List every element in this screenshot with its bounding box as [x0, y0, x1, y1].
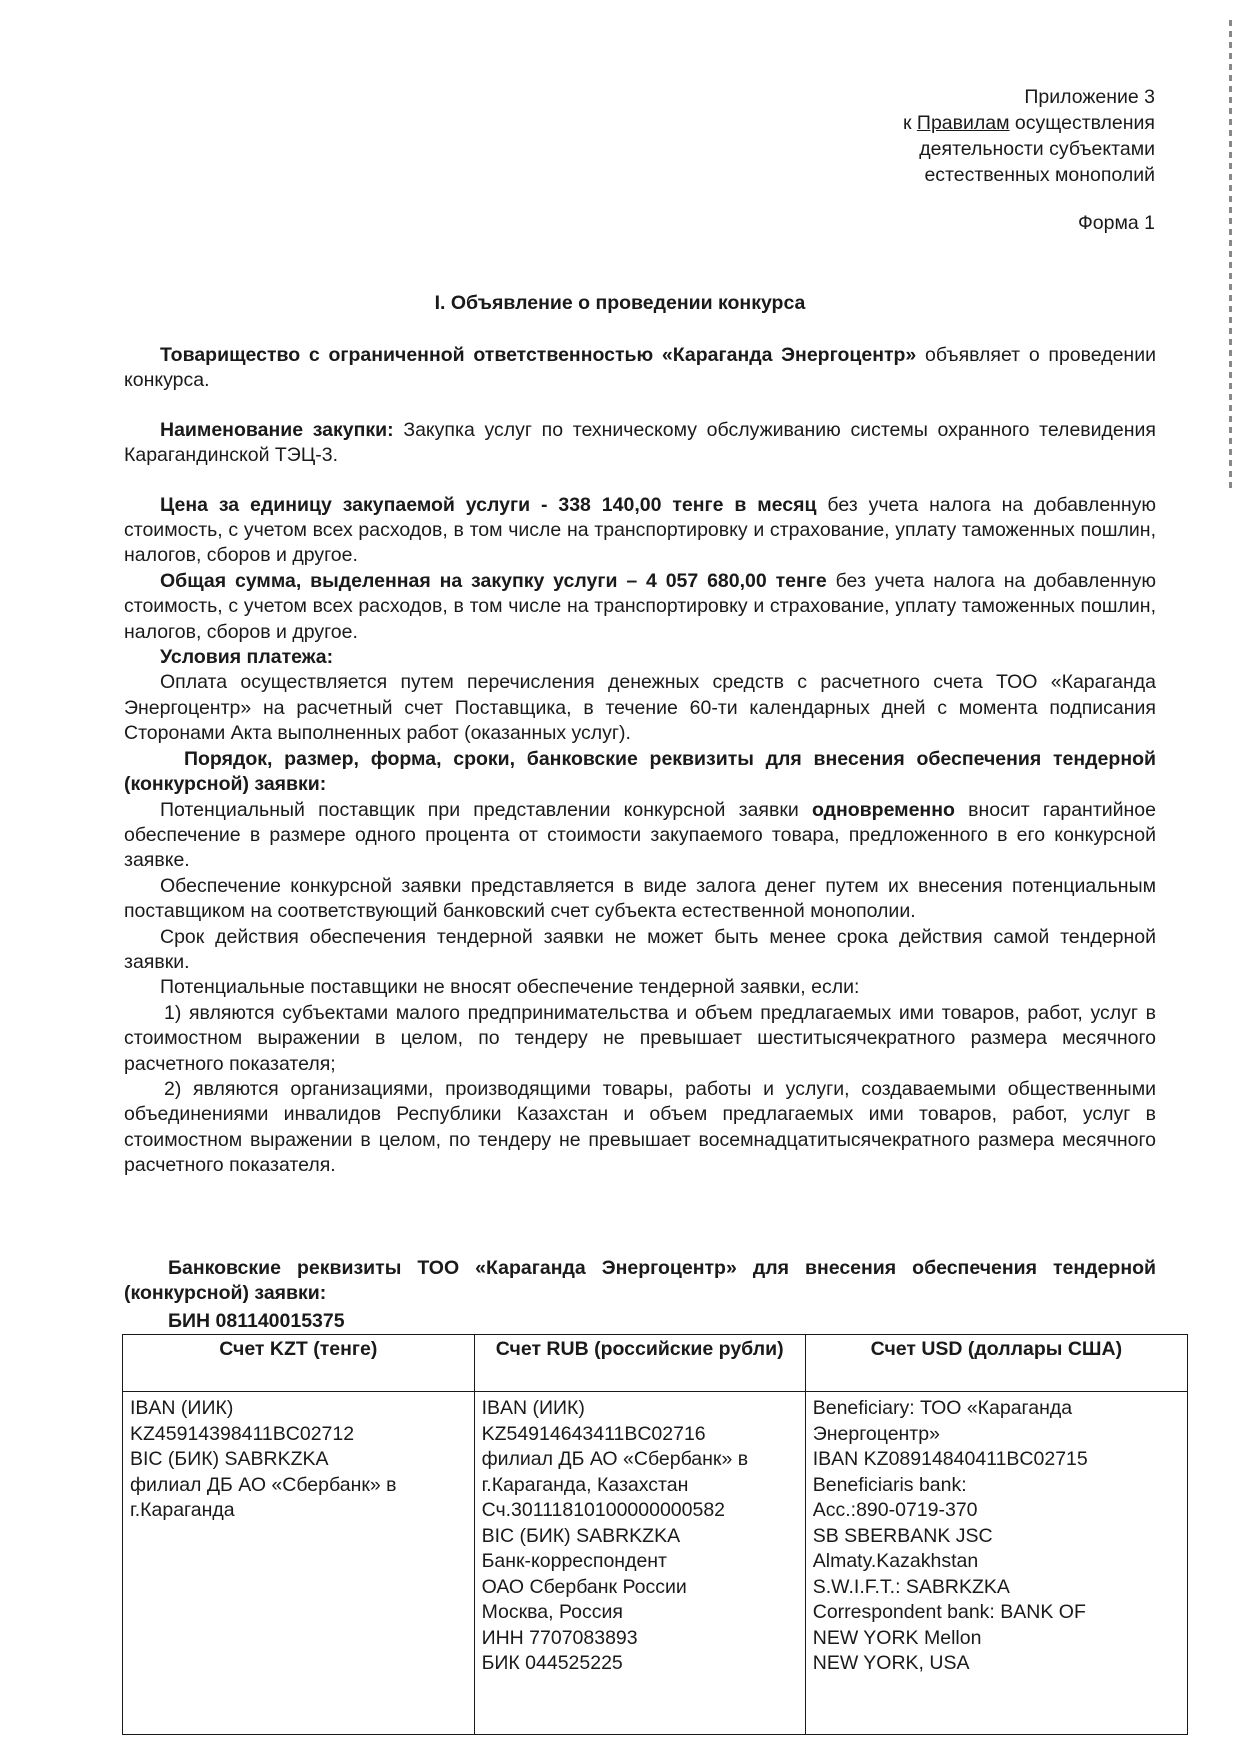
column-header-rub: Счет RUB (российские рубли) — [474, 1335, 805, 1392]
account-detail-line: KZ54914643411BC02716 — [481, 1422, 706, 1445]
security-paragraph-2: Обеспечение конкурсной заявки представляется в виде залога денег путем их внесения потенциальным поставщиком на соответствующий банковский счет субъекта естественной монополии. — [124, 874, 1156, 923]
account-detail-line: NEW YORK Mellon — [812, 1626, 982, 1649]
exemption-item-1: 1) являются субъектами малого предпринимательства и объем предлагаемых ими товаров, работ, услуг в стоимостном выражении в целом, по тендеру не превышает шеститысячекратного размера месячного расчетного показателя; — [124, 1001, 1156, 1075]
company-name: Товарищество с ограниченной ответственностью «Караганда Энергоцентр» — [160, 344, 917, 366]
account-detail-line: BIC (БИК) SABRKZKA — [481, 1524, 681, 1547]
appendix-line-3: деятельности субъектами — [919, 138, 1155, 160]
security-p1-start: Потенциальный поставщик при представлении конкурсной заявки — [160, 798, 812, 821]
bank-table-header-row — [123, 1335, 1188, 1392]
account-detail-line: Acc.:890-0719-370 — [812, 1499, 978, 1521]
total-label: Общая сумма, выделенная на закупку услуги – 4 057 680,00 тенге — [160, 569, 827, 592]
usd-account-cell — [805, 1392, 1187, 1735]
account-detail-line: Москва, Россия — [481, 1601, 623, 1623]
account-detail-line: Сч.30111810100000000582 — [481, 1499, 726, 1521]
scan-edge-mark — [1229, 20, 1232, 490]
exemption-list — [124, 1001, 1156, 1179]
appendix-line-2-rest: осуществления — [1009, 112, 1155, 134]
account-detail-line: г.Караганда, Казахстан — [481, 1473, 689, 1496]
account-detail-line: г.Караганда — [130, 1499, 235, 1521]
bin-number: БИН 081140015375 — [168, 1310, 345, 1332]
bank-details-table — [122, 1334, 1188, 1735]
intro-rest: объявляет о проведении конкурса. — [124, 344, 1156, 392]
account-detail-line: ИНН 7707083893 — [481, 1626, 638, 1649]
account-detail-line: БИК 044525225 — [481, 1652, 623, 1674]
security-heading: Порядок, размер, форма, сроки, банковские реквизиты для внесения обеспечения тендерной (конкурсной) заявки: — [124, 747, 1156, 796]
bank-details-heading: Банковские реквизиты ТОО «Караганда Энергоцентр» для внесения обеспечения тендерной (конкурсной) заявки: — [124, 1257, 1156, 1305]
account-detail-line: NEW YORK, USA — [812, 1652, 970, 1674]
column-header-usd: Счет USD (доллары США) — [805, 1335, 1187, 1392]
appendix-prefix: к — [902, 112, 917, 134]
account-detail-line: IBAN (ИИК) — [481, 1397, 585, 1419]
account-detail-line: филиал ДБ АО «Сбербанк» в — [130, 1473, 397, 1496]
payment-label: Условия платежа: — [160, 646, 334, 669]
appendix-line-4: естественных монополий — [924, 164, 1155, 186]
account-detail-line: IBAN (ИИК) — [130, 1397, 234, 1419]
security-paragraph-3: Срок действия обеспечения тендерной заявки не может быть менее срока действия самой тендерной заявки. — [124, 925, 1156, 973]
account-detail-line: IBAN KZ08914840411BC02715 — [812, 1448, 1088, 1470]
account-detail-line: Almaty.Kazakhstan — [812, 1550, 979, 1572]
total-text: без учета налога на добавленную стоимость, с учетом всех расходов, в том числе на транспортировку и страхование, уплату таможенных пошлин, налогов, сборов и другое. — [124, 569, 1156, 643]
appendix-header — [700, 84, 1155, 188]
kzt-account-cell — [123, 1392, 475, 1735]
form-label: Форма 1 — [1077, 212, 1155, 234]
account-detail-line: S.W.I.F.T.: SABRKZKA — [812, 1575, 1010, 1598]
announcement-body — [124, 343, 1156, 1179]
security-p1-bold: одновременно — [811, 798, 955, 821]
account-detail-line: ОАО Сбербанк России — [481, 1575, 687, 1598]
account-detail-line: Beneficiary: ТОО «Караганда — [812, 1397, 1073, 1419]
account-detail-line: BIC (БИК) SABRKZKA — [130, 1448, 329, 1470]
column-header-kzt: Счет KZT (тенге) — [123, 1335, 475, 1392]
appendix-line-1: Приложение 3 — [1024, 86, 1155, 108]
payment-text: Оплата осуществляется путем перечисления денежных средств с расчетного счета ТОО «Караганда Энергоцентр» на расчетный счет Поставщика, в течение 60-ти календарных дней с момента подписания Сторонами Акта выполненных работ (оказанных услуг). — [124, 671, 1156, 745]
security-paragraph-1 — [124, 798, 1156, 874]
total-paragraph — [124, 569, 1156, 645]
account-detail-line: филиал ДБ АО «Сбербанк» в — [481, 1448, 749, 1470]
account-detail-line: SB SBERBANK JSC — [812, 1524, 993, 1547]
purchase-label: Наименование закупки: — [160, 418, 394, 441]
account-detail-line: Correspondent bank: BANK OF — [812, 1601, 1086, 1623]
unit-price-text: без учета налога на добавленную стоимость, с учетом всех расходов, в том числе на транспортировку и страхование, уплату таможенных пошлин, налогов, сборов и другое. — [124, 493, 1156, 567]
page-title: I. Объявление о проведении конкурса — [434, 292, 806, 314]
purchase-text: Закупка услуг по техническому обслуживанию системы охранного телевидения Карагандинской ТЭЦ-3. — [124, 418, 1156, 467]
security-paragraph-4: Потенциальные поставщики не вносят обеспечение тендерной заявки, если: — [160, 976, 860, 999]
account-detail-line: Beneficiaris bank: — [812, 1473, 967, 1496]
appendix-line-2 — [700, 110, 1155, 136]
intro-paragraph — [124, 343, 1156, 394]
bank-table-row — [123, 1392, 1188, 1735]
rub-account-cell — [474, 1392, 805, 1735]
account-detail-line: KZ45914398411BC02712 — [130, 1422, 355, 1445]
account-detail-line: Энергоцентр» — [812, 1422, 940, 1445]
rules-link-text: Правилам — [916, 112, 1010, 134]
security-p1-end: вносит гарантийное обеспечение в размере одного процента от стоимости закупаемого товара, предложенного в его конкурсной заявке. — [124, 798, 1157, 872]
account-detail-line: Банк-корреспондент — [481, 1550, 667, 1572]
purchase-paragraph — [124, 418, 1156, 469]
unit-price-label: Цена за единицу закупаемой услуги - 338 140,00 тенге в месяц — [160, 493, 817, 516]
exemption-item-2: 2) являются организациями, производящими товары, работы и услуги, создаваемыми общественными объединениями инвалидов Республики Казахстан и объем предлагаемых ими товаров, работ, услуг в стоимостном выражении в целом, по тендеру не превышает восемнадцатитысячекратного размера месячного расчетного показателя. — [124, 1077, 1156, 1177]
unit-price-paragraph — [124, 493, 1156, 569]
